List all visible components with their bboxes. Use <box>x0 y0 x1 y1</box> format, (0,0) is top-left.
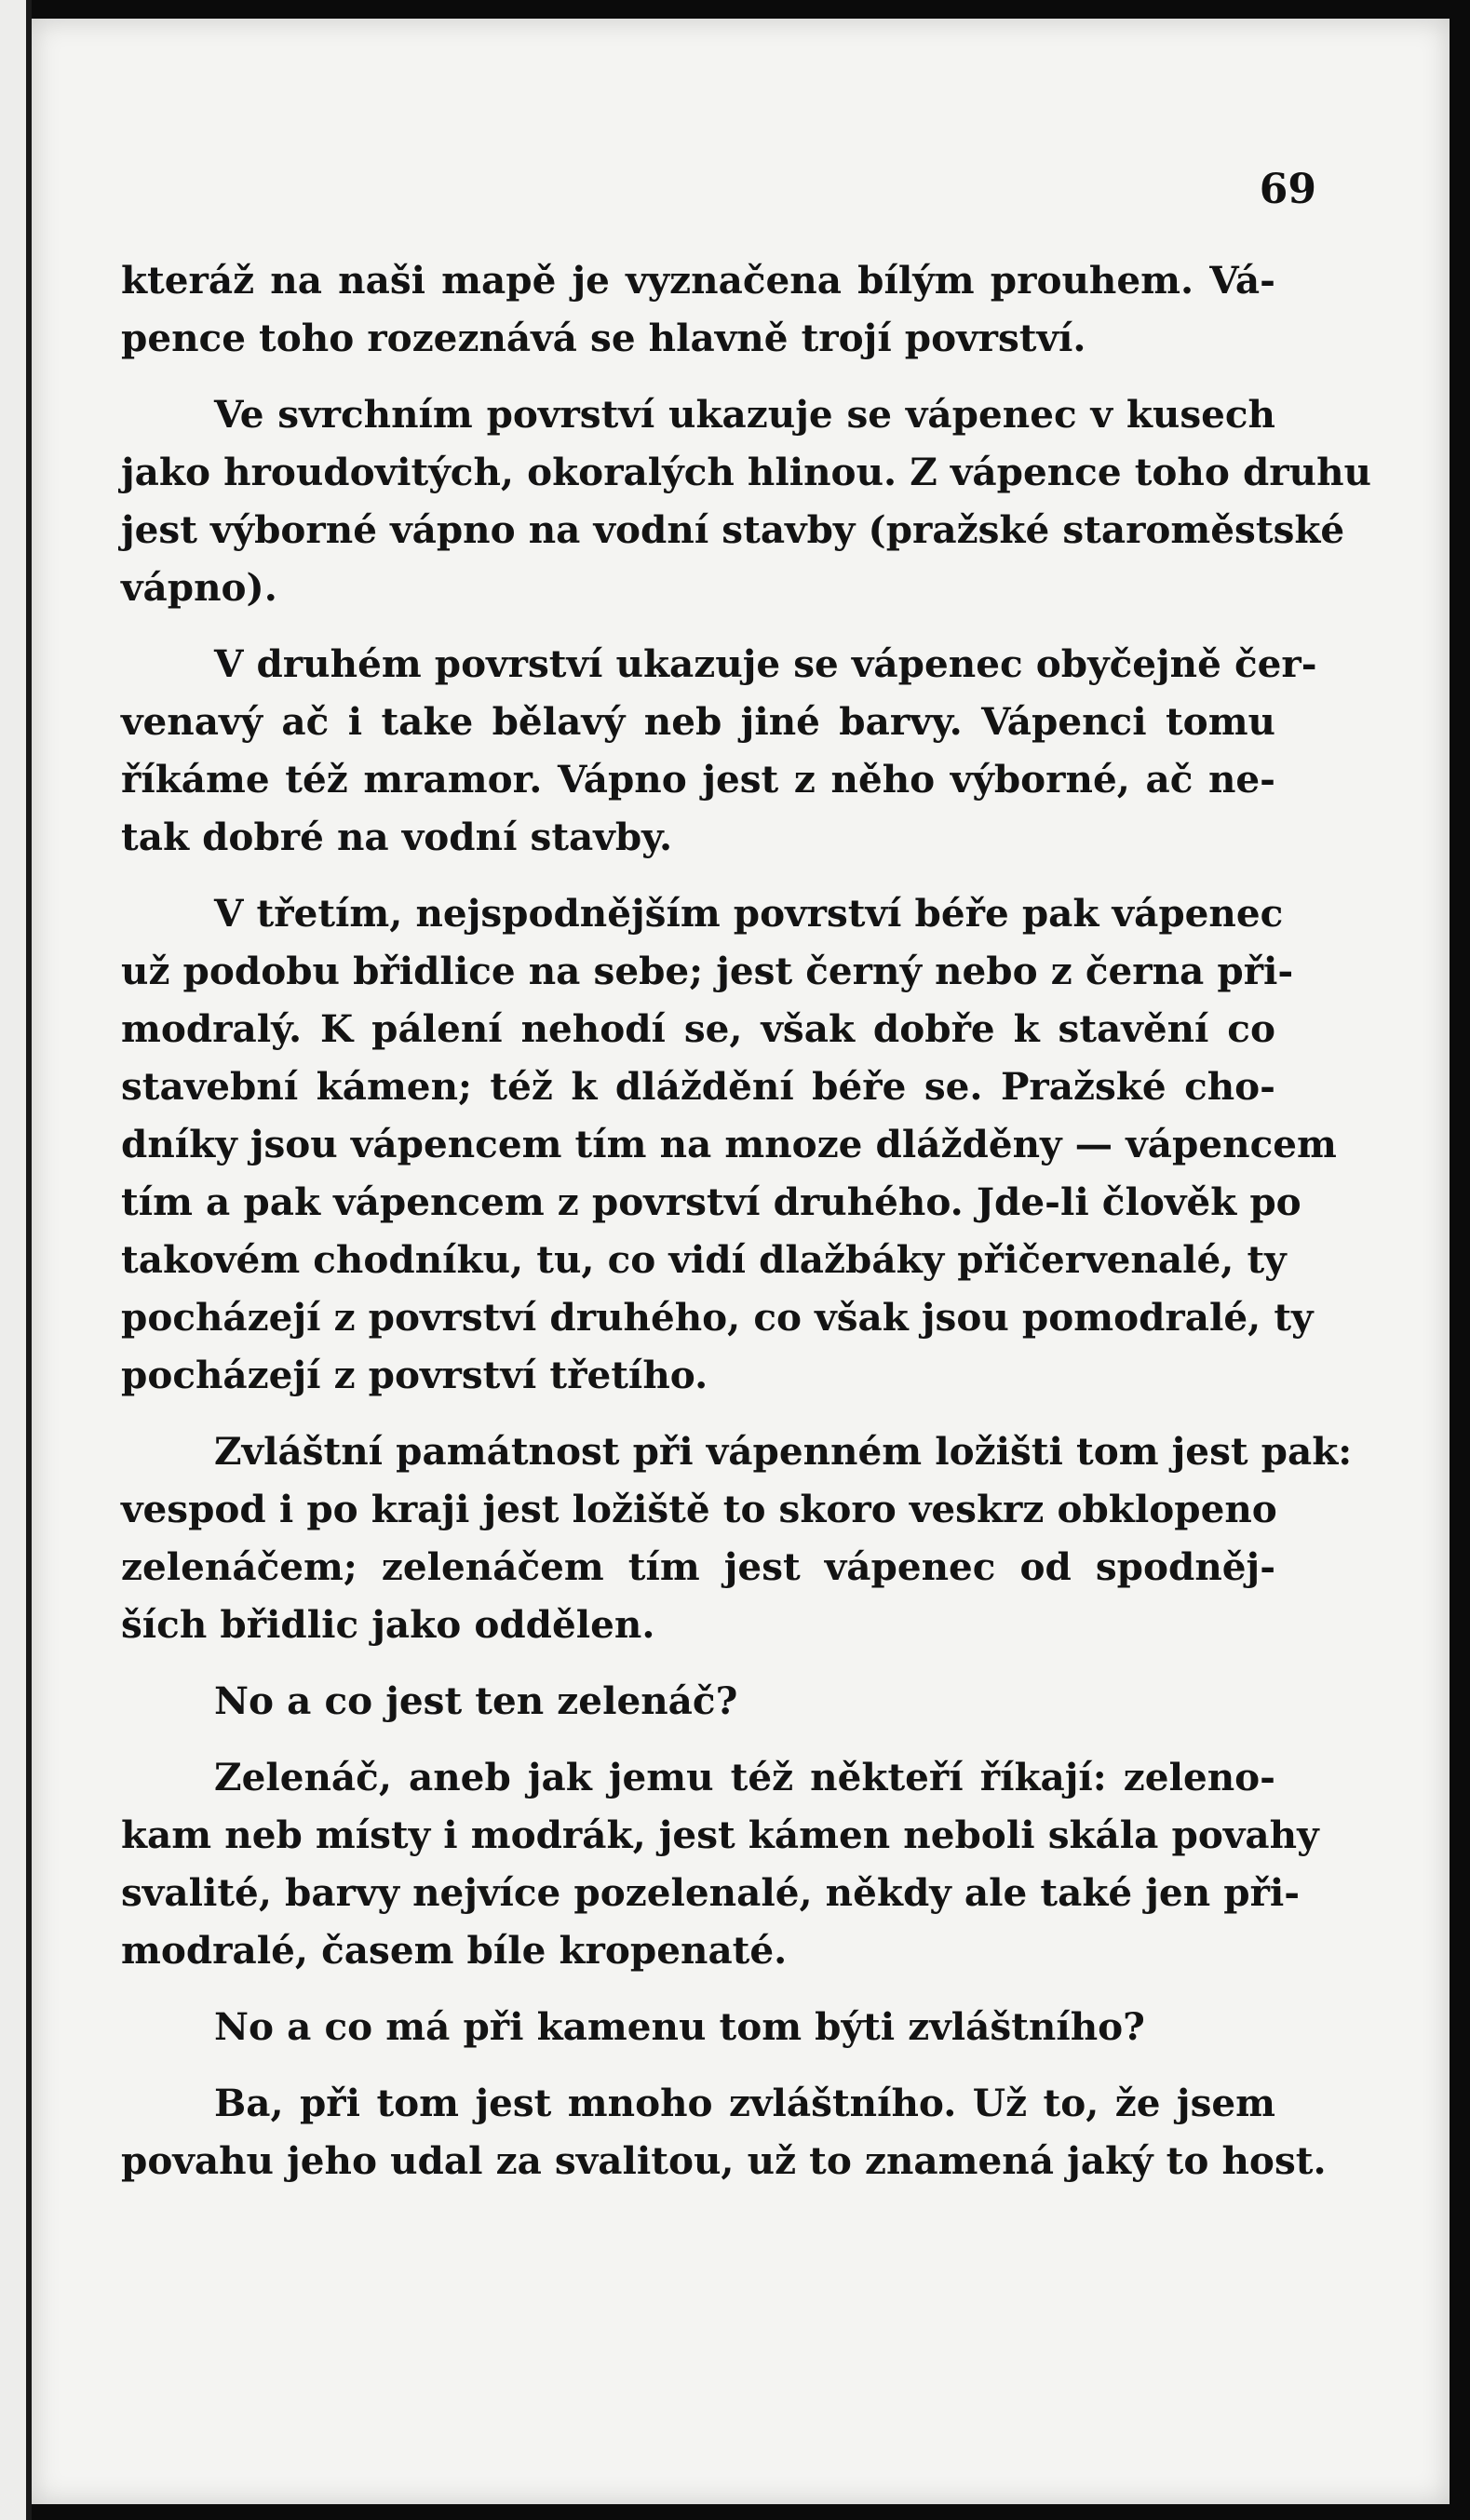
paragraph <box>121 635 1317 866</box>
text-line: No a co má při kamenu tom býti zvláštního? <box>214 2004 1145 2049</box>
paragraph <box>121 1998 1275 2055</box>
text-line: jako hroudovitých, okoralých hlinou. Z vápence toho druhu <box>121 450 1371 494</box>
text-line: pence toho rozeznává se hlavně trojí povrství. <box>121 316 1086 360</box>
text-line: V druhém povrství ukazuje se vápenec obyčejně čer- <box>214 641 1317 686</box>
paragraph <box>121 884 1337 1404</box>
text-line: No a co jest ten zelenáč? <box>214 1678 738 1723</box>
paragraph <box>121 385 1371 616</box>
text-line: Ve svrchním povrství ukazuje se vápenec v kusech <box>214 392 1275 437</box>
text-line: kam neb místy i modrák, jest kámen neboli skála povahy <box>121 1813 1319 1857</box>
text-line: kteráž na naši mapě je vyznačena bílým prouhem. Vá- <box>121 258 1275 303</box>
paragraph <box>121 2074 1327 2190</box>
text-line: vespod i po kraji jest ložiště to skoro veskrz obklopeno <box>121 1487 1277 1531</box>
text-line: Zelenáč, aneb jak jemu též někteří říkají: zeleno- <box>214 1755 1275 1799</box>
text-line: stavební kámen; též k dláždění béře se. Pražské cho- <box>121 1064 1275 1109</box>
text-line: modralé, časem bíle kropenaté. <box>121 1928 788 1973</box>
text-line: vápno). <box>121 565 277 610</box>
text-line: jest výborné vápno na vodní stavby (pražské staroměstské <box>121 507 1345 552</box>
text-line: tak dobré na vodní stavby. <box>121 815 673 859</box>
text-line: V třetím, nejspodnějším povrství béře pak vápenec <box>214 891 1284 936</box>
paragraph <box>121 1672 1275 1730</box>
text-line: zelenáčem; zelenáčem tím jest vápenec od spodněj- <box>121 1544 1275 1589</box>
text-line: tím a pak vápencem z povrství druhého. Jde-li člověk po <box>121 1179 1301 1224</box>
binding-edge <box>0 0 32 2520</box>
text-line: říkáme též mramor. Vápno jest z něho výborné, ač ne- <box>121 757 1275 802</box>
text-line: Zvláštní památnost při vápenném ložišti tom jest pak: <box>214 1429 1353 1474</box>
text-line: takovém chodníku, tu, co vidí dlažbáky přičervenalé, ty <box>121 1237 1287 1282</box>
text-line: Ba, při tom jest mnoho zvláštního. Už to, že jsem <box>214 2081 1275 2125</box>
text-line: už podobu břidlice na sebe; jest černý nebo z černa při- <box>121 949 1294 993</box>
text-line: svalité, barvy nejvíce pozelenalé, někdy ale také jen při- <box>121 1870 1301 1915</box>
text-line: modralý. K pálení nehodí se, však dobře k stavění co <box>121 1006 1275 1051</box>
page-number: 69 <box>1259 166 1316 213</box>
paragraph <box>121 251 1275 367</box>
body-text <box>121 251 1371 2190</box>
paragraph <box>121 1422 1353 1653</box>
text-line: dníky jsou vápencem tím na mnoze dlážděny — vápencem <box>121 1122 1337 1166</box>
text-line: pocházejí z povrství třetího. <box>121 1353 708 1397</box>
text-line: venavý ač i take bělavý neb jiné barvy. Vápenci tomu <box>121 699 1275 744</box>
text-line: pocházejí z povrství druhého, co však jsou pomodralé, ty <box>121 1295 1314 1340</box>
text-line: ších břidlic jako oddělen. <box>121 1602 655 1647</box>
paragraph <box>121 1748 1319 1979</box>
text-line: povahu jeho udal za svalitou, už to znamená jaký to host. <box>121 2138 1327 2183</box>
